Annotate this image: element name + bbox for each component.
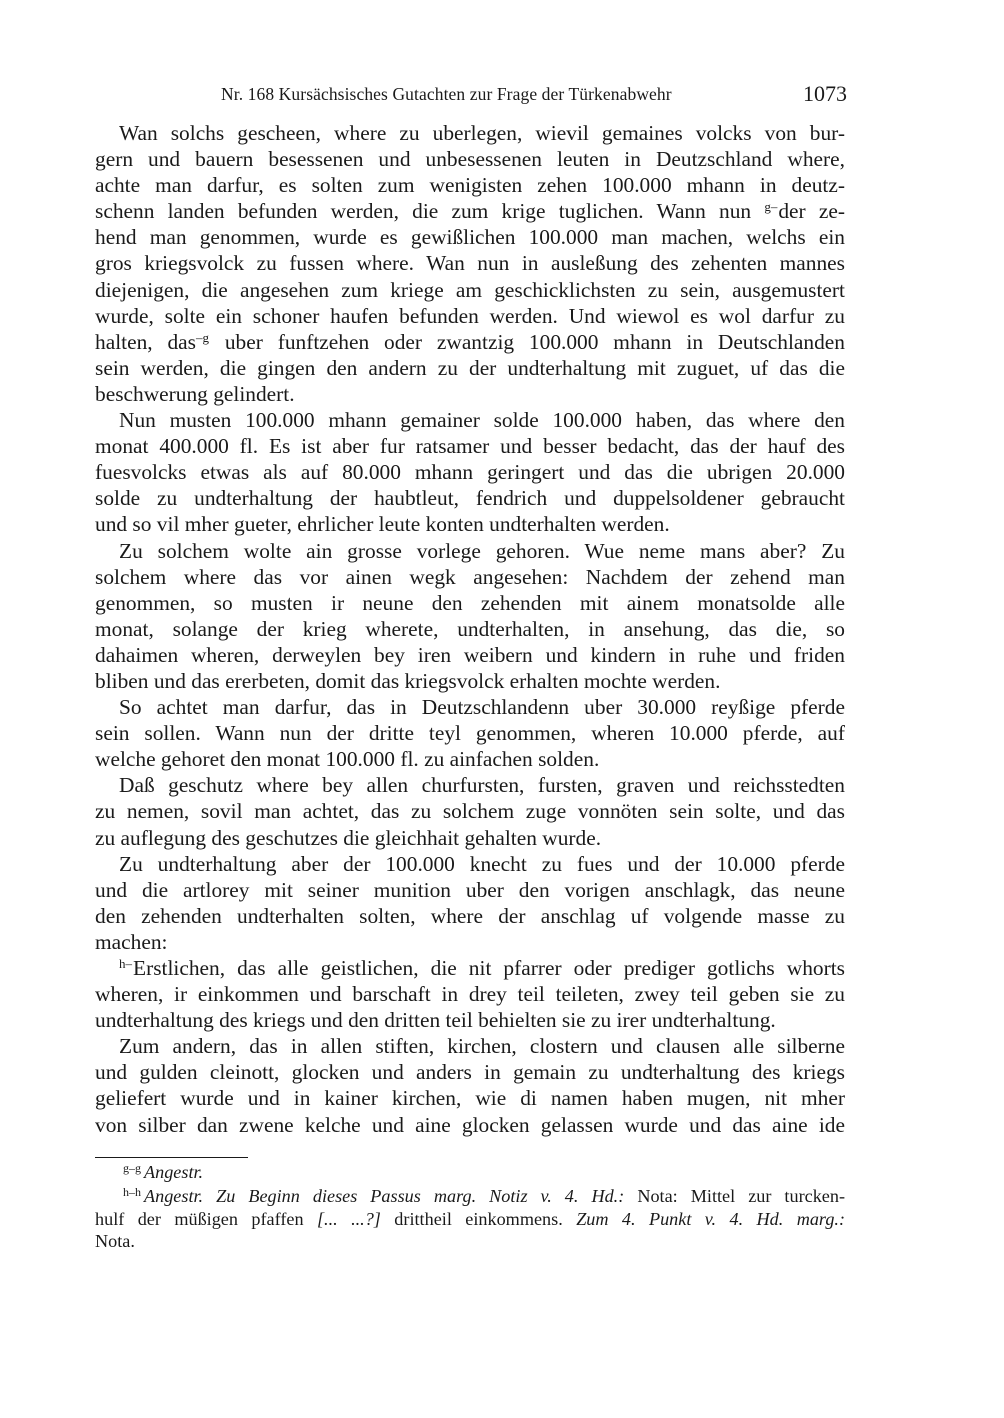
footnote-h-continued <box>95 1209 845 1231</box>
text-line: welche gehoret den monat 100.000 fl. zu ainfachen solden. <box>95 747 600 772</box>
text-line <box>95 955 845 981</box>
text-line: bliben und das ererbeten, domit das kriegsvolck erhalten mochte werden. <box>95 668 721 693</box>
text-line: und gulden cleinott, glocken und anders in gemain zu undterhaltung des kriegs <box>95 1060 845 1085</box>
text-line: gern und bauern besessenen und unbesessenen leuten in Deutzschland where, <box>95 147 845 172</box>
footnote-h <box>95 1186 845 1210</box>
text-line: Nun musten 100.000 mhann gemainer solde 100.000 haben, das where den <box>119 408 845 433</box>
text-line: Zum andern, das in allen stiften, kirchen, clostern und clausen alle silberne <box>119 1034 845 1059</box>
text-line: monat, solange der krieg wherete, undterhalten, in ansehung, das die, so <box>95 616 845 641</box>
text-line: hend man genommen, wurde es gewißlichen 100.000 man machen, welchs ein <box>95 225 845 250</box>
footnote-rule <box>95 1157 248 1158</box>
footnote-text: Zum 4. Punkt v. 4. Hd. marg.: <box>576 1209 846 1229</box>
text-line: und die artlorey mit seiner munition uber den vorigen anschlagk, das neune <box>95 877 845 902</box>
footnote-marker: h– <box>119 956 132 971</box>
footnote-mark: h–h <box>123 1184 141 1199</box>
paragraph <box>95 955 845 1033</box>
paragraph <box>95 1033 845 1137</box>
running-header <box>95 82 847 110</box>
text-segment: uber funftzehen oder zwantzig 100.000 mhann in Deutschlanden <box>224 329 845 354</box>
text-segment: schenn landen befunden werden, die zum krige tuglichen. Wann nun <box>95 199 752 224</box>
text-line: beschwerung gelindert. <box>95 381 295 406</box>
text-line <box>95 329 845 355</box>
footnote-g <box>95 1162 845 1186</box>
text-line: geliefert wurde und in kainer kirchen, wie di namen haben mugen, nit mher <box>95 1086 845 1111</box>
paragraph <box>95 538 845 695</box>
text-line: Daß geschutz where bey allen churfursten, fursten, graven und reichsstedten <box>119 773 845 798</box>
text-line: monat 400.000 fl. Es ist aber fur ratsamer und besser bedacht, das der hauf des <box>95 434 845 459</box>
text-line: fuesvolcks etwas als auf 80.000 mhann geringert und das die ubrigen 20.000 <box>95 460 845 485</box>
body-text <box>95 120 845 1138</box>
text-line: sein werden, die gingen den andern zu der undterhaltung mit zuguet, uf das die <box>95 355 845 380</box>
footnote-text: Angestr. <box>144 1162 204 1182</box>
footnote-text: drittheil einkommens. <box>394 1209 563 1229</box>
text-line: von silber dan zwene kelche und aine glocken gelassen wurde und das aine ide <box>95 1112 845 1137</box>
footnotes <box>95 1162 845 1252</box>
text-line: zu nemen, sovil man achtet, das zu solchem zuge vonnöten sein solte, und das <box>95 799 845 824</box>
text-line: wurde, solte ein schoner haufen befunden werden. Und wiewol es wol darfur zu <box>95 303 845 328</box>
text-line: wheren, ir einkommen und barschaft in drey teil teileten, zwey teil geben sie zu <box>95 982 845 1007</box>
paragraph <box>95 851 845 955</box>
text-line: machen: <box>95 929 168 954</box>
text-line: zu auflegung des geschutzes die gleichhait gehalten wurde. <box>95 825 602 850</box>
text-line: und so vil mher gueter, ehrlicher leute konten undterhalten werden. <box>95 512 670 537</box>
text-line: den zehenden undterhalten solten, where der anschlag uf volgende masse zu <box>95 903 845 928</box>
text-segment: Erstlichen, das alle geistlichen, die nit pfarrer oder prediger gotlichs whorts <box>133 956 845 980</box>
running-title: Nr. 168 Kursächsisches Gutachten zur Frage der Türkenabwehr <box>221 84 672 104</box>
text-line: Zu solchem wolte ain grosse vorlege gehoren. Wue neme mans aber? Zu <box>119 538 845 563</box>
footnote-text: hulf der müßigen pfaffen <box>95 1209 304 1229</box>
text-line: Zu undterhaltung aber der 100.000 knecht zu fues und der 10.000 pferde <box>119 851 845 876</box>
footnote-mark: g–g <box>123 1161 141 1175</box>
text-line: gros kriegsvolck zu fussen where. Wan nun in ausleßung des zehenten mannes <box>95 251 845 276</box>
text-line: genommen, so musten ir neune den zehenden mit ainem monatsolde alle <box>95 590 845 615</box>
text-line: diejenigen, die angesehen zum kriege am geschicklichsten zu sein, ausgemustert <box>95 277 845 302</box>
text-line: undterhaltung des kriegs und den dritten teil behielten sie zu irer undterhaltung. <box>95 1008 776 1033</box>
footnote-text: Angestr. Zu Beginn dieses Passus marg. Notiz v. 4. Hd.: <box>144 1185 625 1206</box>
paragraph <box>95 772 845 850</box>
paragraph <box>95 407 845 537</box>
paragraph <box>95 694 845 772</box>
text-line: achte man darfur, es solten zum wenigisten zehen 100.000 mhann in deutz- <box>95 173 845 198</box>
footnote-marker: –g <box>195 329 209 345</box>
text-segment: halten, das <box>95 329 196 354</box>
footnote-marker: g– <box>764 199 778 215</box>
text-line: Wan solchs gescheen, where zu uberlegen, wievil gemaines volcks von bur- <box>119 121 845 145</box>
text-line: dahaimen wheren, derweylen bey iren weibern und kindern in ruhe und friden <box>95 642 845 667</box>
text-line: solde zu undterhaltung der haubtleut, fendrich und duppelsoldener gebraucht <box>95 486 845 511</box>
footnote-text: [... ...?] <box>316 1209 381 1229</box>
text-segment: der ze- <box>778 199 845 224</box>
paragraph <box>95 120 845 407</box>
footnote-h-end <box>95 1231 845 1253</box>
text-line <box>95 198 845 224</box>
page-number: 1073 <box>803 81 847 106</box>
footnote-text: Nota: Mittel zur turcken- <box>637 1185 846 1206</box>
text-line: sein sollen. Wann nun der dritte teyl genommen, wheren 10.000 pferde, auf <box>95 721 845 746</box>
footnote-text: Nota. <box>95 1230 135 1251</box>
text-line: solchem where das vor ainen wegk angesehen: Nachdem der zehend man <box>95 564 845 589</box>
text-line: So achtet man darfur, das in Deutzschlandenn uber 30.000 reyßige pferde <box>119 695 845 720</box>
